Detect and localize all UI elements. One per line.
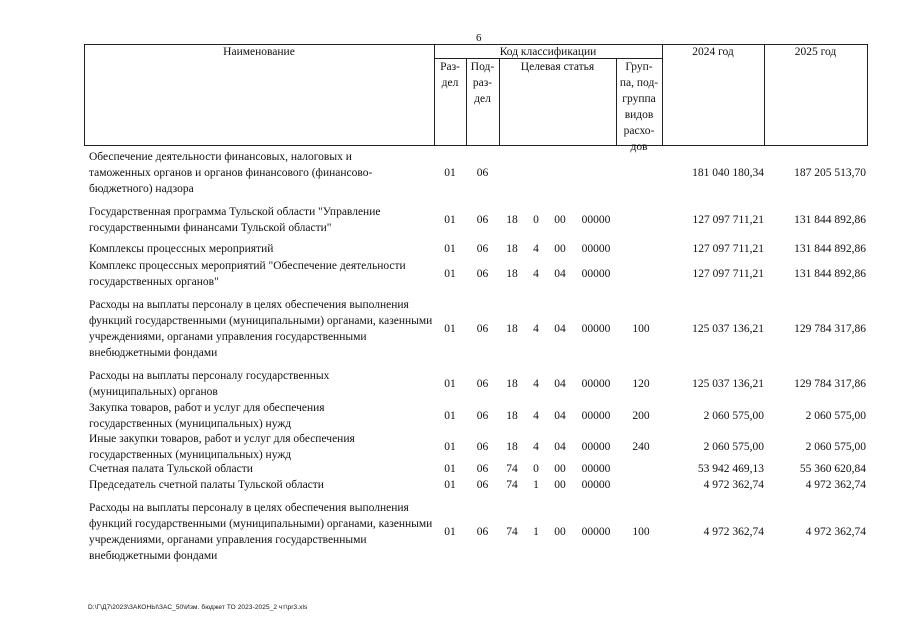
table-row xyxy=(0,500,904,564)
cell-t2: 4 xyxy=(533,243,539,255)
table-row xyxy=(0,477,904,493)
cell-y2024: 127 097 711,21 xyxy=(692,243,764,255)
cell-t4: 00000 xyxy=(581,410,611,422)
cell-t3: 00 xyxy=(554,479,566,491)
cell-t1: 74 xyxy=(506,479,518,491)
cell-t4: 00000 xyxy=(581,463,611,475)
cell-t4: 00000 xyxy=(581,268,611,280)
cell-y2025: 2 060 575,00 xyxy=(805,410,866,422)
table-row xyxy=(0,297,904,361)
cell-y2024: 125 037 136,21 xyxy=(692,323,764,335)
cell-group: 100 xyxy=(632,323,650,335)
row-name: Расходы на выплаты персоналу в целях обеспечения выполнения функций государственными (муниципальными) органами, казенными учреждениями, органами управления государственными внебюджетными фондами xyxy=(89,502,433,562)
table-header xyxy=(84,44,868,153)
cell-t1: 18 xyxy=(506,441,518,453)
table-row xyxy=(0,149,904,197)
cell-razdel: 01 xyxy=(444,323,456,335)
header-name: Наименование xyxy=(223,46,295,58)
cell-razdel: 01 xyxy=(444,214,456,226)
cell-y2024: 4 972 362,74 xyxy=(703,526,764,538)
cell-t2: 0 xyxy=(533,214,539,226)
cell-t1: 18 xyxy=(506,323,518,335)
row-name: Иные закупки товаров, работ и услуг для обеспечения государственных (муниципальных) нужд xyxy=(89,433,355,461)
cell-t2: 0 xyxy=(533,463,539,475)
cell-t4: 00000 xyxy=(581,378,611,390)
cell-t3: 04 xyxy=(554,441,566,453)
cell-podrazdel: 06 xyxy=(476,268,489,280)
cell-t4: 00000 xyxy=(581,323,611,335)
cell-y2025: 131 844 892,86 xyxy=(794,214,866,226)
cell-t3: 00 xyxy=(554,243,566,255)
cell-t3: 04 xyxy=(554,410,566,422)
cell-y2025: 2 060 575,00 xyxy=(805,441,866,453)
cell-razdel: 01 xyxy=(444,441,456,453)
row-name: Счетная палата Тульской области xyxy=(89,463,253,475)
cell-razdel: 01 xyxy=(444,268,456,280)
cell-t2: 4 xyxy=(533,378,539,390)
header-razdel: Раз- дел xyxy=(440,61,460,89)
cell-t2: 1 xyxy=(533,526,539,538)
cell-razdel: 01 xyxy=(444,167,456,179)
cell-t1: 74 xyxy=(506,463,518,475)
cell-razdel: 01 xyxy=(444,243,456,255)
cell-y2025: 129 784 317,86 xyxy=(794,323,866,335)
cell-razdel: 01 xyxy=(444,463,456,475)
table-row xyxy=(0,461,904,477)
cell-podrazdel: 06 xyxy=(476,323,489,335)
cell-t1: 18 xyxy=(506,214,518,226)
row-name: Расходы на выплаты персоналу в целях обеспечения выполнения функций государственными (муниципальными) органами, казенными учреждениями, органами управления государственными внебюджетными фондами xyxy=(89,299,433,359)
header-code-group: Код классификации xyxy=(499,46,597,58)
cell-y2025: 4 972 362,74 xyxy=(805,526,866,538)
cell-y2024: 4 972 362,74 xyxy=(703,479,764,491)
cell-group: 240 xyxy=(632,441,650,453)
cell-group: 200 xyxy=(632,410,650,422)
cell-t1: 18 xyxy=(506,268,518,280)
cell-y2024: 127 097 711,21 xyxy=(692,268,764,280)
cell-razdel: 01 xyxy=(444,378,456,390)
row-name: Закупка товаров, работ и услуг для обеспечения государственных (муниципальных) нужд xyxy=(89,402,325,430)
cell-t3: 00 xyxy=(554,214,566,226)
cell-podrazdel: 06 xyxy=(476,243,489,255)
table-row xyxy=(0,258,904,290)
cell-t2: 4 xyxy=(533,268,539,280)
cell-podrazdel: 06 xyxy=(476,410,489,422)
cell-t4: 00000 xyxy=(581,441,611,453)
table-row xyxy=(0,431,904,463)
cell-podrazdel: 06 xyxy=(476,378,489,390)
cell-y2025: 129 784 317,86 xyxy=(794,378,866,390)
cell-t3: 00 xyxy=(554,526,566,538)
cell-t4: 00000 xyxy=(581,526,611,538)
cell-group: 120 xyxy=(632,378,650,390)
cell-podrazdel: 06 xyxy=(476,214,489,226)
row-name: Председатель счетной палаты Тульской области xyxy=(89,479,324,491)
cell-y2024: 127 097 711,21 xyxy=(692,214,764,226)
cell-podrazdel: 06 xyxy=(476,167,489,179)
cell-t2: 1 xyxy=(533,479,539,491)
cell-t3: 00 xyxy=(554,463,566,475)
row-name: Комплекс процессных мероприятий "Обеспечение деятельности государственных органов" xyxy=(89,260,406,288)
cell-y2024: 2 060 575,00 xyxy=(703,410,764,422)
header-right-border xyxy=(867,44,868,146)
cell-t3: 04 xyxy=(554,378,566,390)
header-group: Груп- па, под- группа видов расхо- дов xyxy=(619,61,659,153)
cell-y2024: 2 060 575,00 xyxy=(703,441,764,453)
row-name: Государственная программа Тульской области "Управление государственными финансами Тульской области" xyxy=(89,206,381,234)
table-row xyxy=(0,241,904,257)
cell-razdel: 01 xyxy=(444,479,456,491)
cell-group: 100 xyxy=(632,526,650,538)
row-name: Комплексы процессных мероприятий xyxy=(89,243,274,255)
cell-t2: 4 xyxy=(533,410,539,422)
cell-t3: 04 xyxy=(554,323,566,335)
cell-y2025: 131 844 892,86 xyxy=(794,243,866,255)
cell-podrazdel: 06 xyxy=(476,526,489,538)
cell-y2025: 187 205 513,70 xyxy=(794,167,866,179)
cell-razdel: 01 xyxy=(444,526,456,538)
header-target: Целевая статья xyxy=(520,61,595,73)
page-number: 6 xyxy=(476,32,482,44)
header-2025: 2025 год xyxy=(794,46,837,58)
cell-podrazdel: 06 xyxy=(476,463,489,475)
header-2024: 2024 год xyxy=(692,46,734,58)
cell-t4: 00000 xyxy=(581,214,611,226)
cell-razdel: 01 xyxy=(444,410,456,422)
row-name: Расходы на выплаты персоналу государственных (муниципальных) органов xyxy=(89,370,330,398)
cell-t1: 18 xyxy=(506,410,518,422)
cell-t1: 74 xyxy=(506,526,518,538)
row-name: Обеспечение деятельности финансовых, налоговых и таможенных органов и органов финансового (финансово-бюджетного) надзора xyxy=(89,151,373,195)
table-row xyxy=(0,400,904,432)
cell-y2025: 55 360 620,84 xyxy=(799,463,866,475)
cell-t1: 18 xyxy=(506,243,518,255)
table-row xyxy=(0,368,904,400)
cell-t4: 00000 xyxy=(581,243,611,255)
table-row xyxy=(0,204,904,236)
cell-t4: 00000 xyxy=(581,479,611,491)
cell-podrazdel: 06 xyxy=(476,441,489,453)
cell-t1: 18 xyxy=(506,378,518,390)
header-bottom-border xyxy=(84,145,868,146)
cell-y2024: 181 040 180,34 xyxy=(692,167,764,179)
cell-t2: 4 xyxy=(533,441,539,453)
cell-y2025: 131 844 892,86 xyxy=(794,268,866,280)
cell-y2024: 53 942 469,13 xyxy=(697,463,764,475)
header-podrazdel: Под- раз- дел xyxy=(470,61,495,105)
cell-y2025: 4 972 362,74 xyxy=(805,479,866,491)
file-path-footer: D:\Г\Д7\2023\ЗАКОНЫ\ЗАС_50\Изм. бюджет ТО 2023-2025_2 чт\pr3.xls xyxy=(88,604,308,611)
cell-podrazdel: 06 xyxy=(476,479,489,491)
cell-y2024: 125 037 136,21 xyxy=(692,378,764,390)
cell-t3: 04 xyxy=(554,268,566,280)
cell-t2: 4 xyxy=(533,323,539,335)
